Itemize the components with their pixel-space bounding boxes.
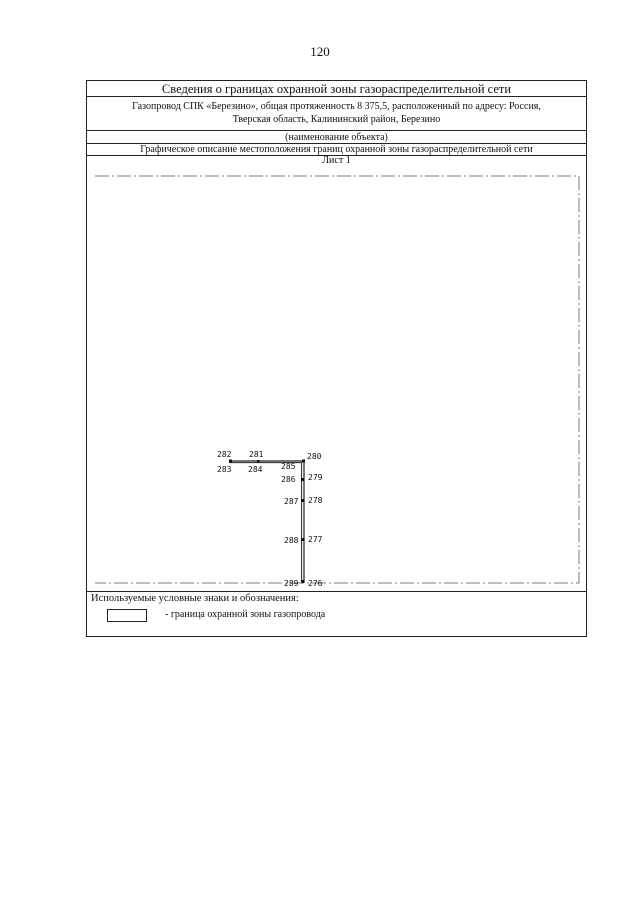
legend-symbol-box (107, 609, 147, 622)
point-label-285: 285 (281, 462, 296, 471)
page-number: 120 (310, 44, 330, 59)
point-label-280: 280 (307, 452, 322, 461)
point-label-289: 289 (284, 579, 299, 588)
boundary-map (87, 167, 586, 591)
legend-title: Используемые условные знаки и обозначения: (91, 593, 299, 604)
document-frame (86, 80, 587, 637)
point-label-278: 278 (308, 496, 323, 505)
legend-item-text: - граница охранной зоны газопровода (165, 609, 326, 620)
point-label-276: 276 (308, 579, 323, 588)
point-label-283: 283 (217, 465, 232, 474)
point-label-288: 288 (284, 536, 299, 545)
point-label-284: 284 (248, 465, 263, 474)
sheet-label: Лист 1 (322, 155, 351, 166)
point-label-281: 281 (249, 450, 264, 459)
document-title: Сведения о границах охранной зоны газораспределительной сети (87, 81, 586, 97)
object-line-2: Тверская область, Калининский район, Березино (232, 114, 441, 125)
object-description (87, 97, 586, 131)
object-line-1: Газопровод СПК «Березино», общая протяженность 8 375,5, расположенный по адресу: Россия, (132, 101, 541, 112)
graphic-title: Графическое описание местоположения границ охранной зоны газораспределительной сети (87, 144, 586, 156)
point-label-279: 279 (308, 473, 323, 482)
point-label-277: 277 (308, 535, 323, 544)
point-label-287: 287 (284, 497, 299, 506)
map-border (95, 176, 579, 583)
object-caption: (наименование объекта) (87, 131, 586, 144)
point-label-282: 282 (217, 450, 232, 459)
point-label-286: 286 (281, 475, 296, 484)
